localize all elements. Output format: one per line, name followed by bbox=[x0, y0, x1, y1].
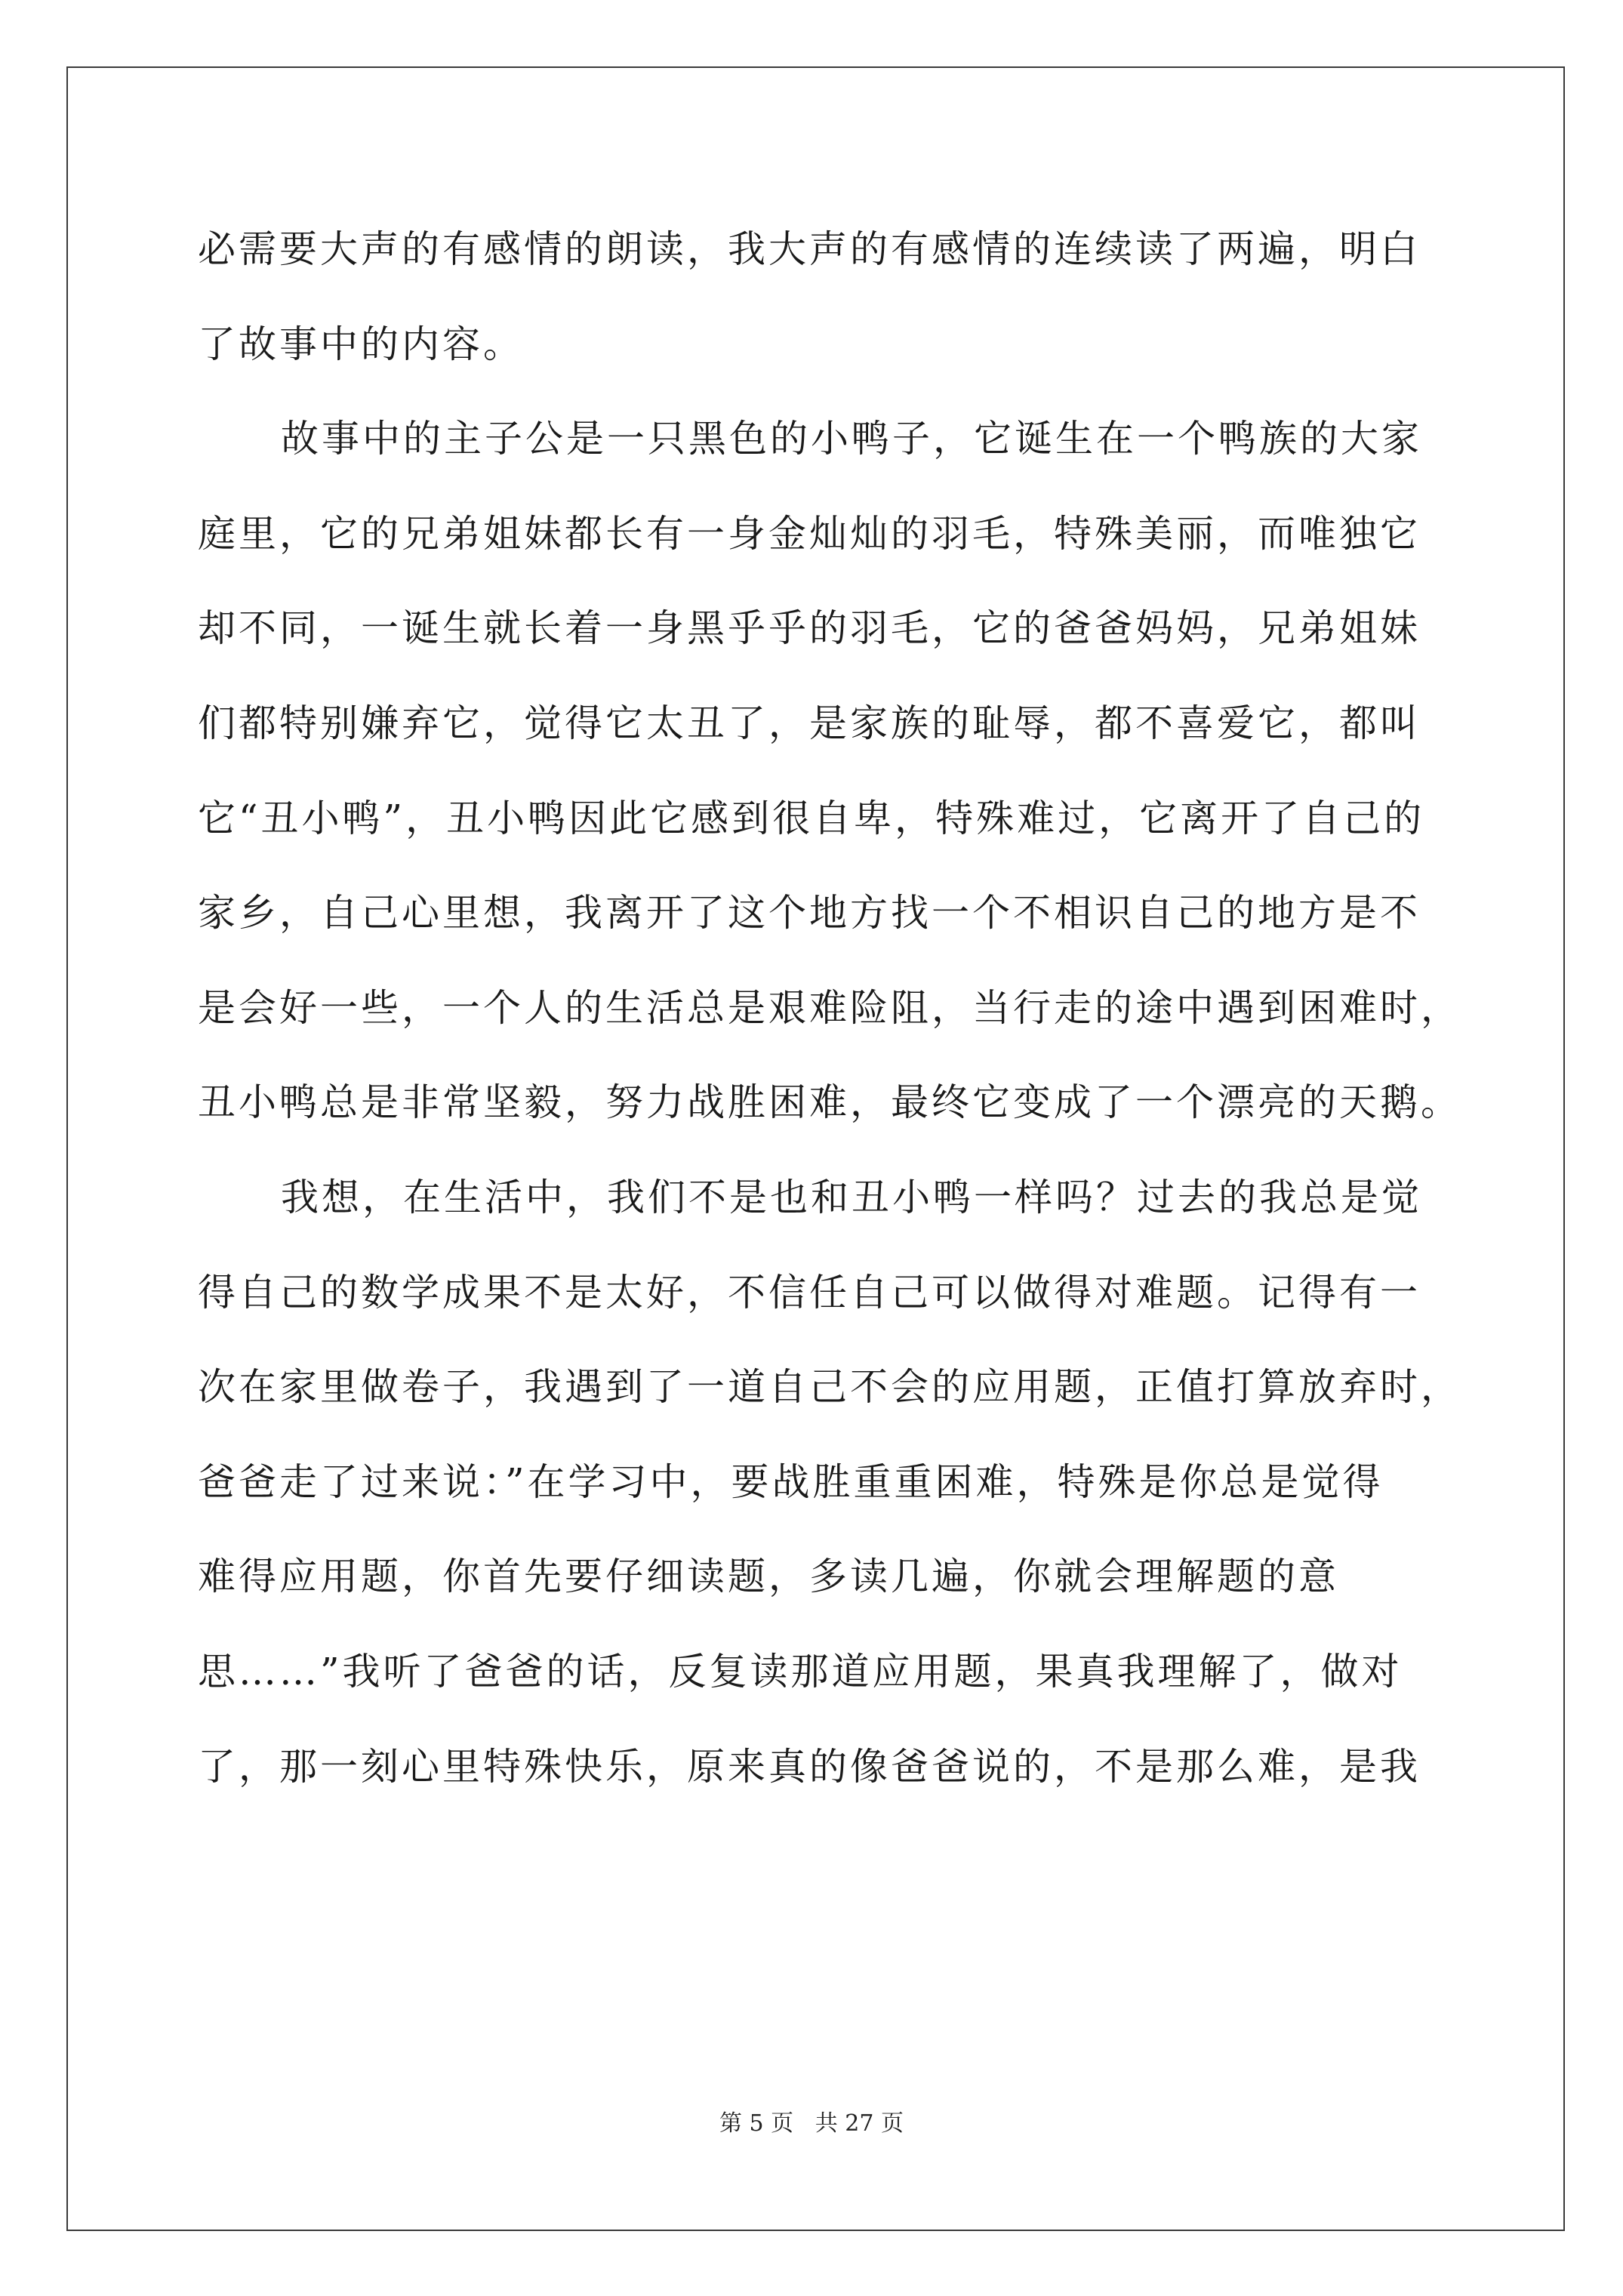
text-line-11: 我想，在生活中，我们不是也和丑小鸭一样吗？过去的我总是觉 bbox=[281, 1175, 1422, 1219]
text-line-9: 是会好一些，一个人的生活总是艰难险阻，当行走的途中遇到困难时， bbox=[198, 985, 1461, 1030]
text-line-4: 庭里，它的兄弟姐妹都长有一身金灿灿的羽毛，特殊美丽，而唯独它 bbox=[198, 511, 1421, 556]
text-line-3: 故事中的主子公是一只黑色的小鸭子，它诞生在一个鸭族的大家 bbox=[281, 417, 1422, 461]
text-line-6: 们都特别嫌弃它，觉得它太丑了，是家族的耻辱，都不喜爱它，都叫 bbox=[198, 701, 1421, 745]
text-line-1: 必需要大声的有感情的朗读，我大声的有感情的连续读了两遍，明白 bbox=[198, 227, 1421, 271]
page-footer bbox=[0, 2104, 1623, 2137]
text-line-13: 次在家里做卷子，我遇到了一道自己不会的应用题，正值打算放弃时， bbox=[198, 1365, 1461, 1410]
text-line-17: 了，那一刻心里特殊快乐，原来真的像爸爸说的，不是那么难，是我 bbox=[198, 1744, 1421, 1789]
text-line-12: 得自己的数学成果不是太好，不信任自己可以做得对难题。记得有一 bbox=[198, 1270, 1421, 1314]
page-number: 第 5 页 bbox=[719, 2110, 794, 2137]
text-line-10: 丑小鸭总是非常坚毅，努力战胜困难，最终它变成了一个漂亮的天鹅。 bbox=[198, 1080, 1461, 1125]
text-line-8: 家乡，自己心里想，我离开了这个地方找一个不相识自己的地方是不 bbox=[198, 891, 1421, 935]
text-line-5: 却不同，一诞生就长着一身黑乎乎的羽毛，它的爸爸妈妈，兄弟姐妹 bbox=[198, 606, 1421, 651]
text-line-16: 思……”我听了爸爸的话，反复读那道应用题，果真我理解了，做对 bbox=[198, 1649, 1403, 1693]
text-line-14: 爸爸走了过来说：”在学习中，要战胜重重困难，特殊是你总是觉得 bbox=[198, 1459, 1384, 1504]
text-line-15: 难得应用题，你首先要仔细读题，多读几遍，你就会理解题的意 bbox=[198, 1555, 1339, 1599]
text-line-7: 它“丑小鸭”，丑小鸭因此它感到很自卑，特殊难过，它离开了自己的 bbox=[198, 796, 1425, 840]
body-text bbox=[198, 202, 1461, 1814]
text-line-2: 了故事中的内容。 bbox=[198, 322, 524, 366]
page-total: 共 27 页 bbox=[815, 2110, 904, 2137]
